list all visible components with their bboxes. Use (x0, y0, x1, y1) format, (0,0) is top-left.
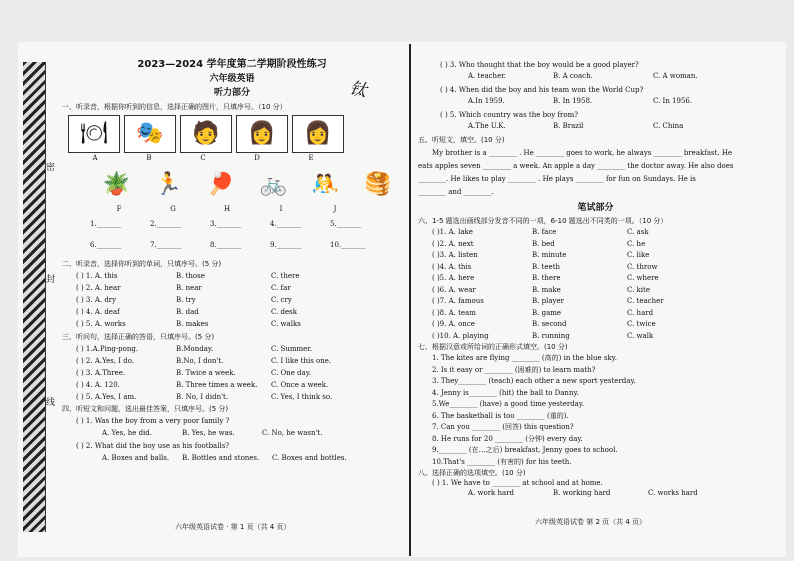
answer-option[interactable]: B. In 1958. (553, 97, 593, 105)
section-3-label: 三、听问句，选择正确的答语，只填序号。(5 分) (62, 333, 215, 341)
option-row (76, 309, 402, 316)
answer-option[interactable]: B. Brazil (553, 122, 584, 130)
fill-in-item[interactable]: 1. The kites are flying ________ (高的) in the blue sky. (432, 354, 617, 362)
answer-option[interactable]: C. I like this one. (271, 357, 332, 365)
question-option[interactable]: ( ) 1.A.Ping-pong. (76, 345, 139, 353)
option-row (76, 321, 402, 328)
blank-7[interactable]: 7._______ (150, 241, 182, 249)
answers-4 (468, 98, 773, 105)
answer-option[interactable]: C. Once a week. (271, 381, 329, 389)
fill-in-item[interactable]: 2. Is it easy or ________ (困难的) to learn math? (432, 365, 596, 374)
answer-option[interactable]: B. Twice a week. (176, 369, 236, 377)
answer-option[interactable]: C. kite (627, 285, 650, 294)
option-row (432, 241, 773, 248)
question-option[interactable]: ( )1. A. lake (432, 228, 473, 236)
section-4-answers-2 (102, 455, 402, 462)
footer-right: 六年级英语试卷 第 2 页（共 4 页） (535, 518, 647, 526)
answer-option[interactable]: C. Boxes and bottles. (272, 454, 347, 462)
answer-option[interactable]: A.The U.K. (468, 122, 506, 130)
option-row (432, 275, 773, 282)
answer-option[interactable]: C. Summer. (271, 345, 313, 353)
section-6-label: 六、1-5 题选出画线部分发音不同的一项，6-10 题选出不同类的一项。（10 分） (418, 217, 668, 225)
answer-option[interactable]: B. makes (176, 320, 209, 328)
fill-in-item[interactable]: 7. Can you ________ (回答) this question? (432, 423, 574, 431)
blank-6[interactable]: 6._______ (90, 241, 122, 249)
fill-in-item[interactable]: 4. Jenny is________ (hit) the ball to Danny. (432, 388, 579, 397)
answer-option[interactable]: C. cry (271, 296, 292, 304)
answer-option[interactable]: B. game (532, 308, 562, 317)
option-row (432, 333, 773, 340)
answer-option[interactable]: B.Monday. (176, 345, 214, 353)
section-8-answers-1 (468, 490, 773, 497)
question-option[interactable]: ( ) 3. A. dry (76, 296, 117, 304)
binding-label-mi: 密 (46, 163, 56, 173)
answer-option[interactable]: A. teacher. (468, 72, 507, 80)
option-row (76, 370, 402, 377)
answer-option[interactable]: B. working hard (553, 489, 611, 497)
answer-option[interactable]: C. A woman. (653, 72, 698, 80)
answer-option[interactable]: B. running (532, 331, 570, 340)
question-option[interactable]: ( )10. A. playing (432, 331, 489, 340)
option-row (76, 358, 402, 365)
option-row (76, 346, 402, 353)
section-2-label: 二、听录音，选择你听到的单词，只填序号。(5 分) (62, 260, 222, 268)
handwritten-signature: 钛 (347, 78, 369, 102)
question-option[interactable]: ( ) 2. A. hear (76, 284, 121, 292)
answer-option[interactable]: C. he (627, 239, 646, 248)
answer-option[interactable]: B. there (532, 274, 561, 282)
fill-in-item[interactable]: 3. They________ (teach) each other a new sport yesterday. (432, 377, 636, 385)
question-option[interactable]: ( )8. A. team (432, 308, 476, 317)
answer-option[interactable]: B. teeth (532, 262, 561, 271)
answer-option[interactable]: C. walk (627, 331, 654, 340)
question-option[interactable]: ( )2. A. next (432, 239, 474, 248)
answer-option[interactable]: C. hard (627, 308, 654, 317)
answer-option[interactable]: B. bed (532, 239, 555, 248)
question-option[interactable]: ( ) 3. A.Three. (76, 369, 126, 377)
fill-in-item[interactable]: 8. He runs for 20 ________ (分钟) every day. (432, 434, 583, 443)
section-5-line-4[interactable]: ________ and ________. (418, 188, 494, 196)
option-row (76, 297, 402, 304)
answer-option[interactable]: B. Bottles and stones. (182, 454, 260, 462)
answer-option[interactable]: B. near (176, 284, 202, 292)
letters-row-1 (68, 155, 402, 162)
blank-10[interactable]: 10._______ (330, 241, 366, 249)
answer-option[interactable]: C. works hard (648, 489, 698, 497)
question-5: ( ) 5. Which country was the boy from? (440, 111, 578, 119)
picture-h2-icon: 🚲 (259, 172, 287, 197)
option-row (76, 273, 402, 280)
picture-row-1 (68, 115, 402, 153)
answer-option[interactable]: C. Yes, I think so. (271, 393, 333, 401)
question-option[interactable]: ( )7. A. famous (432, 297, 484, 305)
question-option[interactable]: ( )6. A. wear (432, 285, 476, 294)
question-3: ( ) 3. Who thought that the boy would be a good player? (440, 61, 639, 69)
answer-option[interactable]: B. face (532, 228, 557, 236)
grade-title: 六年级英语 (209, 74, 255, 84)
section-3-rows (62, 346, 402, 401)
letter-d: D (254, 154, 260, 162)
question-option[interactable]: ( )3. A. listen (432, 251, 478, 259)
blank-4[interactable]: 4._______ (270, 220, 302, 228)
section-4-question-2: ( ) 2. What did the boy use as his footballs? (76, 442, 230, 450)
letter-e: E (308, 154, 314, 162)
answers-5 (468, 123, 773, 130)
blank-2[interactable]: 2._______ (150, 220, 182, 228)
section-4-question-1: ( ) 1. Was the boy from a very poor family ? (76, 417, 230, 425)
binding-label-xian: 线 (46, 398, 56, 408)
fill-in-item[interactable]: 5.We________ (have) a good time yesterday. (432, 400, 585, 408)
picture-row-2 (92, 165, 402, 205)
section-5-line-1[interactable]: My brother is a ________ . He ________ goes to work, he always ________ breakfast. He (432, 149, 733, 157)
section-5-line-3[interactable]: ________. He likes to play ________ . He plays ________ for fun on Sundays. He is (418, 175, 696, 183)
blank-5[interactable]: 5._______ (330, 220, 362, 228)
answer-option[interactable]: A.In 1959. (468, 97, 505, 105)
binding-strip (23, 62, 46, 532)
question-4: ( ) 4. When did the boy and his team won the World Cup? (440, 86, 644, 94)
option-row (76, 382, 402, 389)
section-7-items (418, 355, 773, 466)
question-option[interactable]: ( ) 5. A.Yes, I am. (76, 393, 137, 401)
answer-option[interactable]: C. there (271, 272, 300, 280)
question-option[interactable]: ( ) 4. A. deaf (76, 308, 120, 316)
fill-in-item[interactable]: 6. The basketball is too ________ (重的). (432, 411, 569, 420)
answer-option[interactable]: B.No, I don't. (176, 357, 224, 365)
section-6-rows (418, 229, 773, 340)
answer-option[interactable]: C. throw (627, 262, 658, 271)
exam-title: 2023—2024 学年度第二学期阶段性练习 (137, 59, 327, 70)
letter-b: B (146, 154, 152, 162)
fill-in-item[interactable]: 10.That's ________ (有害的) for his teeth. (432, 457, 572, 466)
section-5-line-2[interactable]: eats apples seven ________ a week. An apple a day ________ the doctor away. He also does (418, 162, 734, 170)
picture-a-icon: 🍽 (68, 115, 120, 153)
section-4-label: 四、听短文和问题，选出最佳答案，只填序号。(5 分) (62, 405, 229, 413)
answer-option[interactable]: B. A coach. (553, 72, 593, 80)
answer-option[interactable]: B. those (176, 272, 205, 280)
question-option[interactable]: ( )5. A. here (432, 274, 475, 282)
section-5-label: 五、听短文，填空。(10 分) (418, 136, 505, 144)
answer-option[interactable]: B. try (176, 296, 196, 304)
question-option[interactable]: ( )4. A. this (432, 262, 472, 271)
answer-option[interactable]: B. dad (176, 308, 199, 316)
letter-c: C (200, 154, 206, 162)
option-row (432, 229, 773, 236)
section-2-rows (62, 273, 402, 328)
blank-8[interactable]: 8._______ (210, 241, 242, 249)
answer-blanks-1 (90, 221, 402, 228)
answer-option[interactable]: A. Yes, he did. (102, 429, 153, 437)
section-8-question-1: ( ) 1. We have to ________ at school and at home. (432, 479, 603, 487)
picture-b-icon: 🎭 (124, 115, 176, 153)
question-option[interactable]: ( ) 1. A. this (76, 272, 118, 280)
option-row (432, 287, 773, 294)
blank-1[interactable]: 1._______ (90, 220, 122, 228)
answer-option[interactable]: A. work hard (468, 489, 515, 497)
writing-part-title: 笔试部分 (577, 203, 614, 213)
binding-label-feng: 封 (46, 275, 56, 285)
blank-3[interactable]: 3._______ (210, 220, 242, 228)
fill-in-item[interactable]: 9.________ (在…之后) breakfast, Jenny goes to school. (432, 446, 618, 454)
picture-e-icon: 👩 (292, 115, 344, 153)
answer-option[interactable]: C. China (653, 122, 684, 130)
left-page (62, 60, 402, 462)
question-option[interactable]: ( ) 4. A. 120. (76, 381, 120, 389)
answer-option[interactable]: C. far (271, 284, 291, 292)
right-page (418, 60, 773, 497)
answer-option[interactable]: C. teacher (627, 297, 664, 305)
section-1-label: 一、听录音，根据你听到的信息，选择正确的图片，只填序号。（10 分） (62, 103, 287, 111)
option-row (432, 252, 773, 259)
question-option[interactable]: ( )9. A. once (432, 320, 475, 328)
question-option[interactable]: ( ) 5. A. works (76, 320, 126, 328)
letter-j: J (333, 205, 337, 213)
letter-f: F (116, 205, 122, 213)
listening-part-title: 听力部分 (213, 88, 250, 98)
answer-option[interactable]: B. Yes, he was. (182, 429, 235, 437)
option-row (432, 321, 773, 328)
letter-g: G (170, 205, 176, 213)
question-option[interactable]: ( ) 2. A.Yes, I do. (76, 357, 135, 365)
letters-row-2 (92, 206, 402, 213)
answer-option[interactable]: B. No, I didn't. (176, 393, 229, 401)
answer-option[interactable]: C. where (627, 274, 659, 282)
letter-i: I (279, 205, 283, 213)
picture-d-icon: 👩 (236, 115, 288, 153)
answer-option[interactable]: C. In 1956. (653, 97, 693, 105)
answer-option[interactable]: C. One day. (271, 369, 312, 377)
picture-h-icon: 🏓 (207, 172, 235, 197)
option-row (432, 298, 773, 305)
answer-blanks-2 (90, 242, 402, 249)
answer-option[interactable]: C. walks (271, 320, 301, 328)
picture-j-icon: 🥞 (364, 172, 392, 197)
section-7-label: 七、根据汉意或所给词的正确形式填空。(10 分) (418, 343, 568, 351)
answer-option[interactable]: B. player (532, 297, 564, 305)
section-4-answers-1 (102, 430, 402, 437)
answer-option[interactable]: B. minute (532, 251, 567, 259)
option-row (432, 310, 773, 317)
answer-option[interactable]: B. make (532, 285, 561, 294)
answer-option[interactable]: C. ask (627, 228, 649, 236)
letter-a: A (92, 154, 98, 162)
answers-3 (468, 73, 773, 80)
option-row (432, 264, 773, 271)
answer-option[interactable]: C. like (627, 251, 650, 259)
picture-f-icon: 🪴 (102, 172, 130, 197)
section-8-label: 八、选择正确的选项填空。(10 分) (418, 469, 526, 477)
answer-option[interactable]: B. second (532, 320, 567, 328)
option-row (76, 394, 402, 401)
picture-i-icon: 🤼 (311, 172, 340, 197)
answer-option[interactable]: C. twice (627, 320, 656, 328)
answer-option[interactable]: C. desk (271, 308, 298, 316)
picture-c-icon: 🧑 (180, 115, 232, 153)
page-divider (409, 44, 411, 556)
option-row (76, 285, 402, 292)
letter-h: H (223, 205, 231, 213)
blank-9[interactable]: 9._______ (270, 241, 302, 249)
answer-option[interactable]: C. No, he wasn't. (262, 429, 323, 437)
footer-left: 六年级英语试卷 · 第 1 页（共 4 页） (175, 523, 291, 531)
picture-g-icon: 🏃 (154, 172, 183, 197)
answer-option[interactable]: A. Boxes and balls. (102, 454, 170, 462)
answer-option[interactable]: B. Three times a week. (176, 381, 258, 389)
